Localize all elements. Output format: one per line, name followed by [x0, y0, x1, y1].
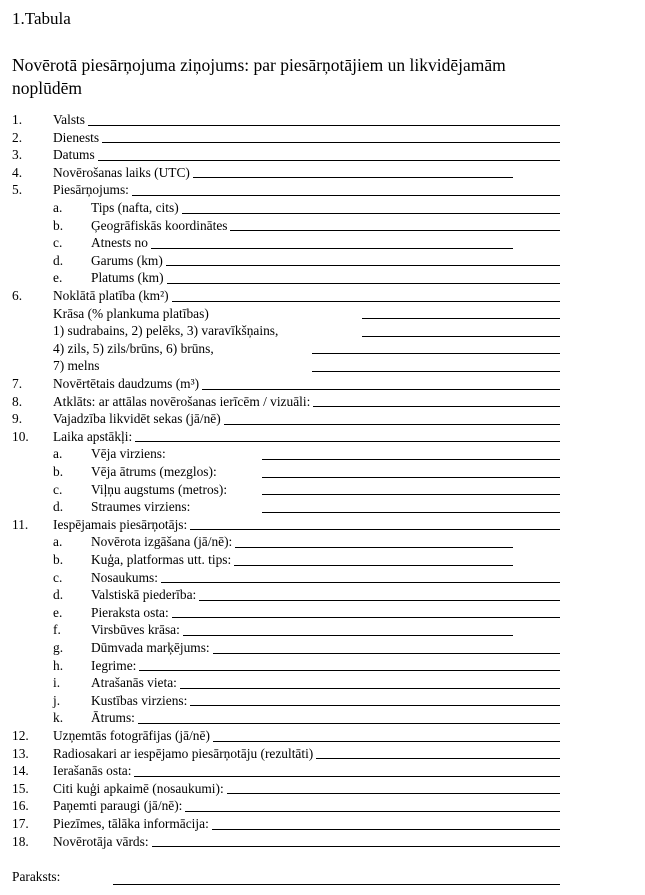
field-label: Iespējamais piesārņotājs:: [53, 516, 188, 532]
fill-in-line[interactable]: [312, 371, 560, 372]
field-label: Paņemti paraugi (jā/nē):: [53, 798, 183, 814]
row-sub-letter: c.: [53, 481, 63, 497]
form-row: [0, 234, 645, 252]
fill-in-line[interactable]: [234, 565, 513, 566]
row-number: 10.: [12, 428, 29, 444]
form-row: [0, 164, 645, 182]
fill-in-line[interactable]: [227, 793, 560, 794]
form-row: [0, 375, 645, 393]
form-row: [0, 428, 645, 446]
row-sub-letter: f.: [53, 622, 61, 638]
fill-in-line[interactable]: [262, 494, 560, 495]
form-row: [0, 322, 645, 340]
form-row: [0, 797, 645, 815]
field-label: Atnests no: [91, 235, 148, 251]
field-label: Vēja ātrums (mezglos):: [91, 464, 217, 479]
fill-in-line[interactable]: [212, 829, 560, 830]
field-label: Garums (km): [91, 252, 163, 268]
form-row: [0, 199, 645, 217]
fill-in-line[interactable]: [202, 389, 560, 390]
field-label: Piesārņojums:: [53, 182, 129, 198]
form-row: [0, 657, 645, 675]
field-label: Atklāts: ar attālas novērošanas ierīcēm / vizuāli:: [53, 393, 311, 409]
field-label: Ģeogrāfiskās koordinātes: [91, 217, 228, 233]
signature-label: Paraksts:: [12, 869, 61, 884]
form-row: [0, 463, 645, 481]
field-label: Dūmvada marķējums:: [91, 640, 210, 655]
field-label: Iegrime:: [91, 657, 137, 673]
fill-in-line[interactable]: [213, 741, 560, 742]
row-number: 1.: [12, 112, 23, 127]
fill-in-line[interactable]: [172, 617, 560, 618]
form-row: [0, 217, 645, 235]
row-number: 2.: [12, 129, 23, 145]
form-row: [0, 181, 645, 199]
row-number: 18.: [12, 833, 29, 849]
fill-in-line[interactable]: [235, 547, 513, 548]
fill-in-line[interactable]: [262, 459, 560, 460]
row-number: 8.: [12, 393, 23, 409]
fill-in-line[interactable]: [312, 353, 560, 354]
row-sub-letter: d.: [53, 252, 64, 268]
field-label: Valstiskā piederība:: [91, 587, 197, 603]
field-label: Vēja virziens:: [91, 446, 166, 462]
field-label: Virsbūves krāsa:: [91, 622, 180, 638]
field-label: Nosaukums:: [91, 569, 158, 585]
field-label: Kuģa, platformas utt. tips:: [91, 552, 232, 567]
form-row: [0, 533, 645, 551]
form-row: [0, 674, 645, 692]
form-row: [0, 481, 645, 499]
field-label: Novērotāja vārds:: [53, 833, 149, 849]
fill-in-line[interactable]: [199, 600, 560, 601]
row-sub-letter: c.: [53, 235, 63, 251]
form-row: [0, 815, 645, 833]
field-label: Citi kuģi apkaimē (nosaukumi):: [53, 780, 224, 796]
row-number: 13.: [12, 745, 29, 761]
fill-in-line[interactable]: [167, 283, 560, 284]
field-label: 1) sudrabains, 2) pelēks, 3) varavīkšņains,: [53, 323, 279, 339]
field-label: Viļņu augstums (metros):: [91, 481, 228, 497]
field-label: Datums: [53, 147, 95, 163]
field-label: Noklātā platība (km²): [53, 288, 169, 303]
fill-in-line[interactable]: [166, 265, 560, 266]
form-row: [0, 569, 645, 587]
form-row: [0, 129, 645, 147]
fill-in-line[interactable]: [138, 723, 560, 724]
fill-in-line[interactable]: [190, 705, 560, 706]
row-number: 17.: [12, 816, 29, 831]
fill-in-line[interactable]: [151, 248, 513, 249]
field-label: Vajadzība likvidēt sekas (jā/nē): [53, 411, 221, 427]
row-sub-letter: j.: [53, 692, 61, 708]
fill-in-line[interactable]: [132, 195, 560, 196]
form-row: [0, 516, 645, 534]
row-sub-letter: g.: [53, 640, 64, 655]
fill-in-line[interactable]: [172, 301, 560, 302]
fill-in-line[interactable]: [193, 177, 513, 178]
row-number: 12.: [12, 728, 29, 743]
fill-in-line[interactable]: [362, 336, 560, 337]
fill-in-line[interactable]: [183, 635, 513, 636]
field-label: Ierašanās osta:: [53, 763, 132, 779]
form-row: [0, 357, 645, 375]
table-label: 1.Tabula: [12, 9, 71, 28]
form-row: [0, 287, 645, 305]
form-row: [0, 111, 645, 129]
fill-in-line[interactable]: [88, 125, 560, 126]
field-label: Novērošanas laiks (UTC): [53, 164, 190, 180]
row-sub-letter: a.: [53, 446, 63, 462]
fill-in-line[interactable]: [262, 477, 560, 478]
row-sub-letter: b.: [53, 552, 64, 567]
row-number: 11.: [12, 516, 29, 532]
row-sub-letter: e.: [53, 604, 63, 620]
row-sub-letter: d.: [53, 499, 64, 515]
form-heading-line-2: noplūdēm: [12, 78, 82, 98]
form-row: [0, 745, 645, 763]
form-row: [0, 762, 645, 780]
fill-in-line[interactable]: [139, 670, 560, 671]
field-label: Platums (km): [91, 270, 164, 286]
row-number: 7.: [12, 376, 23, 391]
row-sub-letter: b.: [53, 464, 64, 479]
row-sub-letter: b.: [53, 217, 64, 233]
fill-in-line[interactable]: [102, 142, 560, 143]
fill-in-line[interactable]: [185, 811, 560, 812]
form-row: [0, 586, 645, 604]
field-label: Kustības virziens:: [91, 692, 188, 708]
row-sub-letter: e.: [53, 270, 63, 286]
fill-in-line[interactable]: [224, 424, 560, 425]
row-sub-letter: d.: [53, 587, 64, 603]
field-label: Pieraksta osta:: [91, 604, 169, 620]
field-label: Novērota izgāšana (jā/nē):: [91, 534, 233, 550]
row-sub-letter: a.: [53, 534, 63, 550]
row-sub-letter: a.: [53, 200, 63, 215]
form-row: [0, 780, 645, 798]
row-number: 4.: [12, 164, 23, 180]
fill-in-line[interactable]: [161, 582, 560, 583]
form-row: [0, 410, 645, 428]
form-row: [0, 340, 645, 358]
fill-in-line[interactable]: [98, 160, 560, 161]
fill-in-line[interactable]: [182, 213, 560, 214]
fill-in-line[interactable]: [262, 512, 560, 513]
row-sub-letter: i.: [53, 675, 61, 691]
row-number: 9.: [12, 411, 23, 427]
fill-in-line[interactable]: [134, 776, 560, 777]
fill-in-line[interactable]: [190, 529, 560, 530]
row-number: 14.: [12, 763, 29, 779]
field-label: Uzņemtās fotogrāfijas (jā/nē): [53, 728, 210, 743]
field-label: Atrašanās vieta:: [91, 675, 177, 691]
fill-in-line[interactable]: [213, 653, 560, 654]
form-row: [0, 445, 645, 463]
fill-in-line[interactable]: [362, 318, 560, 319]
fill-in-line[interactable]: [180, 688, 560, 689]
row-number: 3.: [12, 147, 23, 163]
fill-in-line[interactable]: [152, 846, 560, 847]
form-row: [0, 709, 645, 727]
field-label: Straumes virziens:: [91, 499, 191, 515]
row-sub-letter: k.: [53, 710, 64, 726]
form-row: [0, 621, 645, 639]
row-number: 5.: [12, 182, 23, 198]
form-row: [0, 146, 645, 164]
row-number: 16.: [12, 798, 29, 814]
form-row: [0, 604, 645, 622]
form-row: [0, 252, 645, 270]
field-label: Dienests: [53, 129, 100, 145]
field-label: Tips (nafta, cits): [91, 200, 179, 215]
form-row: [0, 498, 645, 516]
field-label: Piezīmes, tālāka informācija:: [53, 816, 209, 831]
field-label: Valsts: [53, 112, 85, 127]
field-label: Krāsa (% plankuma platības): [53, 305, 209, 321]
fill-in-line[interactable]: [313, 406, 560, 407]
fill-in-line[interactable]: [135, 441, 560, 442]
field-label: 7) melns: [53, 358, 100, 374]
row-sub-letter: h.: [53, 657, 64, 673]
field-label: Radiosakari ar iespējamo piesārņotāju (rezultāti): [53, 745, 314, 761]
form-row: [0, 639, 645, 657]
fill-in-line[interactable]: [316, 758, 560, 759]
form-row: [0, 269, 645, 287]
form-row: [0, 305, 645, 323]
row-sub-letter: c.: [53, 569, 63, 585]
fill-in-line[interactable]: [230, 230, 560, 231]
field-label: 4) zils, 5) zils/brūns, 6) brūns,: [53, 340, 214, 356]
form-row: [0, 551, 645, 569]
form-row: [0, 692, 645, 710]
form-row: [0, 727, 645, 745]
signature-field[interactable]: [113, 884, 560, 885]
row-number: 15.: [12, 780, 29, 796]
field-label: Ātrums:: [91, 710, 135, 726]
field-label: Novērtētais daudzums (m³): [53, 376, 200, 391]
row-number: 6.: [12, 288, 23, 303]
field-label: Laika apstākļi:: [53, 428, 133, 444]
form-row: [0, 393, 645, 411]
form-row: [0, 833, 645, 851]
form-heading-line-1: Novērotā piesārņojuma ziņojums: par piesārņotājiem un likvidējamām: [12, 55, 506, 75]
